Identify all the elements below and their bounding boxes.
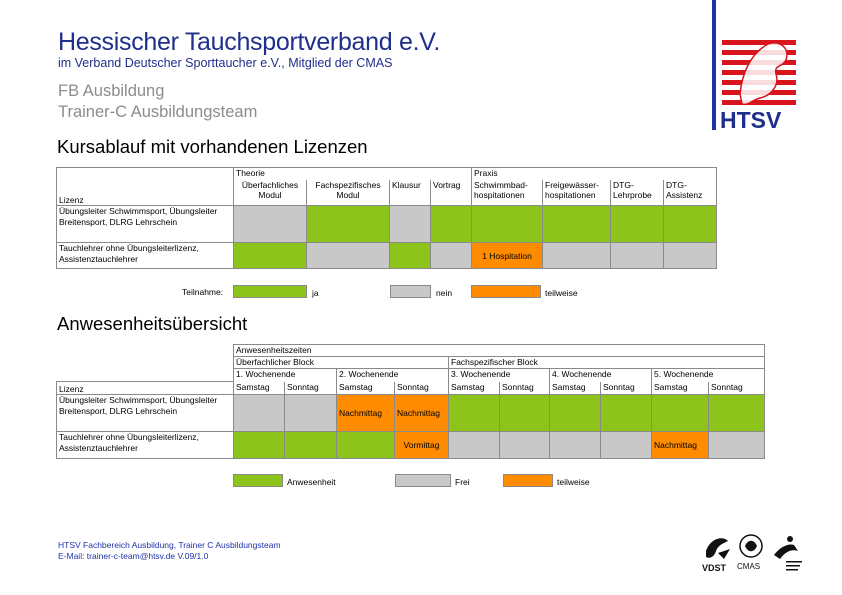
table-cell <box>234 395 285 432</box>
table-cell <box>472 206 543 243</box>
legend-swatch-green <box>233 474 283 487</box>
table-cell <box>449 432 500 459</box>
footer-text <box>58 540 281 562</box>
table-cell <box>611 243 664 269</box>
row-label: Übungsleiter Schwimmsport, Übungsleiter Breitensport, DLRG Lehrschein <box>57 395 234 432</box>
cmas-logo <box>736 531 766 573</box>
block-fachspezifisch: Fachspezifischer Block <box>449 357 765 369</box>
legend-swatch-grey <box>390 285 431 298</box>
table-cell <box>234 432 285 459</box>
table-cell <box>431 243 472 269</box>
table-cell <box>390 206 431 243</box>
col-header: DTG-Assistenz <box>664 180 717 206</box>
table-cell <box>234 243 307 269</box>
section2-title: Anwesenheitsübersicht <box>57 313 248 334</box>
table-cell <box>285 395 337 432</box>
col-lizenz: Lizenz <box>57 382 234 395</box>
day-header: Samstag <box>234 382 285 395</box>
table-cell <box>664 206 717 243</box>
nachmittag-cell: Nachmittag <box>337 395 395 432</box>
col-header: Freigewässer-hospitationen <box>543 180 611 206</box>
footer-line: HTSV Fachbereich Ausbildung, Trainer C Ausbildungsteam <box>58 540 281 550</box>
group-theorie: Theorie <box>234 168 472 180</box>
org-subtitle: im Verband Deutscher Sporttaucher e.V., Mitglied der CMAS <box>58 56 393 70</box>
col-header: Überfachliches Modul <box>234 180 307 206</box>
vormittag-cell: Vormittag <box>395 432 449 459</box>
legend-ja: ja <box>312 288 319 298</box>
day-header: Samstag <box>652 382 709 395</box>
table-cell <box>307 243 390 269</box>
group-praxis: Praxis <box>472 168 717 180</box>
day-header: Samstag <box>337 382 395 395</box>
col-lizenz: Lizenz <box>57 168 234 206</box>
day-header: Sonntag <box>500 382 550 395</box>
table-cell <box>709 395 765 432</box>
legend-swatch-grey <box>395 474 451 487</box>
nachmittag-cell: Nachmittag <box>652 432 709 459</box>
block-ueberfachlich: Überfachlicher Block <box>234 357 449 369</box>
department-line: FB Ausbildung <box>58 82 165 100</box>
table-cell <box>550 432 601 459</box>
table-cell <box>601 432 652 459</box>
attendance-table <box>56 344 765 459</box>
col-header: Klausur <box>390 180 431 206</box>
table-cell <box>431 206 472 243</box>
table-cell <box>611 206 664 243</box>
weekend-header: 5. Wochenende <box>652 369 765 382</box>
legend-frei: Frei <box>455 477 470 487</box>
license-table <box>56 167 717 269</box>
table-cell <box>664 243 717 269</box>
table-cell <box>500 395 550 432</box>
col-header: Schwimmbad-hospitationen <box>472 180 543 206</box>
weekend-header: 2. Wochenende <box>337 369 449 382</box>
header-top: Anwesenheitszeiten <box>234 345 765 357</box>
table-cell <box>550 395 601 432</box>
blank-corner <box>57 345 234 382</box>
weekend-header: 3. Wochenende <box>449 369 550 382</box>
weekend-header: 4. Wochenende <box>550 369 652 382</box>
table-cell <box>652 395 709 432</box>
row-label: Tauchlehrer ohne Übungsleiterlizenz, Assistenztauchlehrer <box>57 243 234 269</box>
dlrg-logo <box>768 531 804 573</box>
legend-swatch-green <box>233 285 307 298</box>
table-cell <box>285 432 337 459</box>
vdst-logo <box>700 531 734 573</box>
col-header: DTG-Lehrprobe <box>611 180 664 206</box>
legend-teilweise: teilweise <box>557 477 590 487</box>
table-cell <box>601 395 652 432</box>
table-cell <box>500 432 550 459</box>
day-header: Samstag <box>550 382 601 395</box>
row-label: Tauchlehrer ohne Übungsleiterlizenz, Assistenztauchlehrer <box>57 432 234 459</box>
legend-swatch-orange <box>471 285 541 298</box>
day-header: Samstag <box>449 382 500 395</box>
col-header: Fachspezifisches Modul <box>307 180 390 206</box>
table-cell <box>307 206 390 243</box>
table-cell <box>449 395 500 432</box>
legend-nein: nein <box>436 288 453 298</box>
footer-email: E-Mail: trainer-c-team@htsv.de V.09/1.0 <box>58 551 209 561</box>
day-header: Sonntag <box>395 382 449 395</box>
table-cell <box>390 243 431 269</box>
team-line: Trainer-C Ausbildungsteam <box>58 103 258 121</box>
org-title: Hessischer Tauchsportverband e.V. <box>58 28 440 56</box>
legend-anwesenheit: Anwesenheit <box>287 477 336 487</box>
row-label: Übungsleiter Schwimmsport, Übungsleiter Breitensport, DLRG Lehrschein <box>57 206 234 243</box>
svg-text:CMAS: CMAS <box>737 562 761 571</box>
logo-text: HTSV <box>720 107 782 130</box>
table-cell <box>543 206 611 243</box>
table-cell <box>234 206 307 243</box>
legend-swatch-orange <box>503 474 553 487</box>
table-cell <box>337 432 395 459</box>
day-header: Sonntag <box>285 382 337 395</box>
table-cell <box>543 243 611 269</box>
day-header: Sonntag <box>709 382 765 395</box>
svg-text:VDST: VDST <box>702 563 727 573</box>
table-cell <box>709 432 765 459</box>
col-header: Vortrag <box>431 180 472 206</box>
section1-title: Kursablauf mit vorhandenen Lizenzen <box>57 136 368 157</box>
hospitation-cell: 1 Hospitation <box>472 243 543 269</box>
legend-teilweise: teilweise <box>545 288 578 298</box>
htsv-logo <box>720 34 802 130</box>
day-header: Sonntag <box>601 382 652 395</box>
department-block <box>58 81 257 123</box>
header-divider <box>712 0 716 130</box>
weekend-header: 1. Wochenende <box>234 369 337 382</box>
legend-label: Teilnahme: <box>182 287 224 297</box>
nachmittag-cell: Nachmittag <box>395 395 449 432</box>
